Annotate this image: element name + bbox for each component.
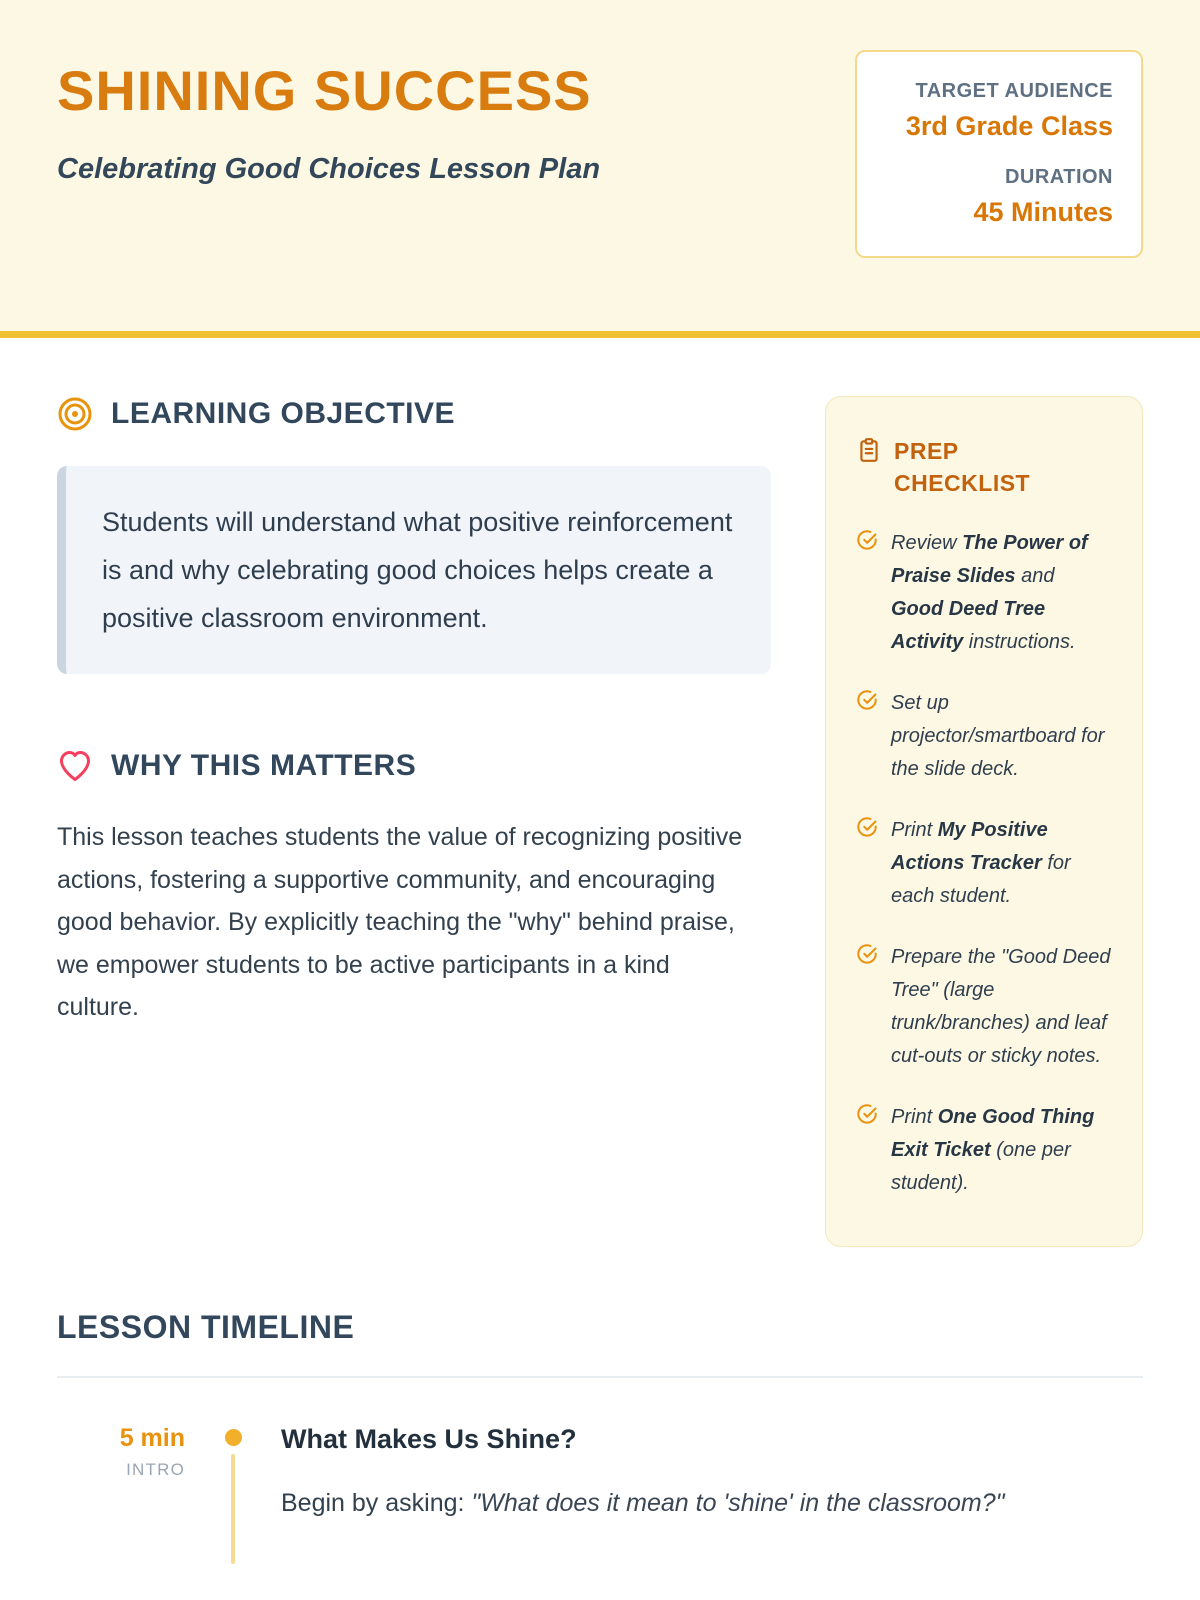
- learning-objective-heading: [57, 396, 771, 432]
- timeline-dot-icon: [225, 1429, 242, 1446]
- step-body: [281, 1483, 1143, 1523]
- prep-checklist-item: [856, 687, 1112, 786]
- duration-label: DURATION: [1004, 166, 1113, 188]
- step-duration: 5 min: [119, 1424, 185, 1453]
- why-this-matters-section: [57, 748, 771, 1029]
- clipboard-icon: [856, 435, 882, 468]
- why-this-matters-heading-text: WHY THIS MATTERS: [111, 749, 417, 783]
- learning-objective-section: [57, 396, 771, 674]
- accent-divider-bar: [0, 331, 1200, 338]
- header: [0, 0, 1200, 331]
- step-body-quote: "What does it mean to 'shine' in the classroom?": [471, 1489, 1005, 1518]
- prep-checklist-item: [856, 527, 1112, 659]
- check-circle-icon: [856, 529, 878, 659]
- prep-item-text: Review The Power of Praise Slides and Good Deed Tree Activity instructions.: [891, 532, 1088, 654]
- page-subtitle: Celebrating Good Choices Lesson Plan: [57, 153, 601, 185]
- timeline-step-content: [281, 1424, 1143, 1564]
- info-box-spacer: [885, 142, 1113, 166]
- header-title-block: [57, 50, 855, 186]
- step-title: What Makes Us Shine?: [281, 1424, 577, 1455]
- page-title: SHINING SUCCESS: [57, 59, 592, 122]
- timeline-connector-line: [231, 1454, 235, 1564]
- objective-text: Students will understand what positive reinforcement is and why celebrating good choices helps create a positive classroom environment.: [102, 507, 733, 634]
- heart-icon: [57, 748, 93, 784]
- step-body-prefix: Begin by asking:: [281, 1489, 472, 1518]
- timeline-divider: [57, 1376, 1143, 1378]
- prep-checklist-list: [856, 527, 1112, 1200]
- target-bullseye-icon: [57, 396, 93, 432]
- check-circle-icon: [856, 816, 878, 913]
- step-tag: INTRO: [126, 1460, 185, 1480]
- duration-value: 45 Minutes: [973, 197, 1113, 227]
- learning-objective-heading-text: LEARNING OBJECTIVE: [111, 397, 456, 430]
- lesson-timeline-section: [0, 1247, 1200, 1564]
- why-this-matters-heading: [57, 748, 771, 784]
- prep-checklist-item: [856, 1101, 1112, 1200]
- target-audience-label: TARGET AUDIENCE: [915, 80, 1113, 102]
- timeline-step-intro: [57, 1424, 1143, 1564]
- check-circle-icon: [856, 943, 878, 1073]
- main-content: [0, 338, 1200, 1247]
- timeline-step-time: [57, 1424, 185, 1564]
- info-box: [855, 50, 1143, 258]
- check-circle-icon: [856, 1103, 878, 1200]
- prep-item-text: Prepare the "Good Deed Tree" (large trunk/branches) and leaf cut-outs or sticky notes.: [891, 946, 1111, 1068]
- prep-checklist-title: PREP CHECKLIST: [894, 438, 1031, 497]
- prep-checklist-item: [856, 941, 1112, 1073]
- timeline-marker: [185, 1424, 281, 1564]
- why-this-matters-text: This lesson teaches students the value of recognizing positive actions, fostering a supportive community, and encouraging good behavior. By explicitly teaching the "why" behind praise, we empower students to be active participants in a kind culture.: [57, 823, 743, 1022]
- prep-checklist-panel: [825, 396, 1143, 1247]
- objective-callout-box: [57, 466, 771, 674]
- prep-item-text: Set up projector/smartboard for the slide deck.: [891, 692, 1105, 781]
- target-audience-value: 3rd Grade Class: [905, 111, 1113, 141]
- lesson-timeline-heading: LESSON TIMELINE: [57, 1309, 355, 1346]
- left-column: [57, 396, 771, 1029]
- prep-item-text: Print One Good Thing Exit Ticket (one per student).: [891, 1106, 1095, 1195]
- prep-checklist-header: [856, 435, 1112, 499]
- check-circle-icon: [856, 689, 878, 786]
- prep-checklist-item: [856, 814, 1112, 913]
- prep-item-text: Print My Positive Actions Tracker for each student.: [891, 819, 1071, 908]
